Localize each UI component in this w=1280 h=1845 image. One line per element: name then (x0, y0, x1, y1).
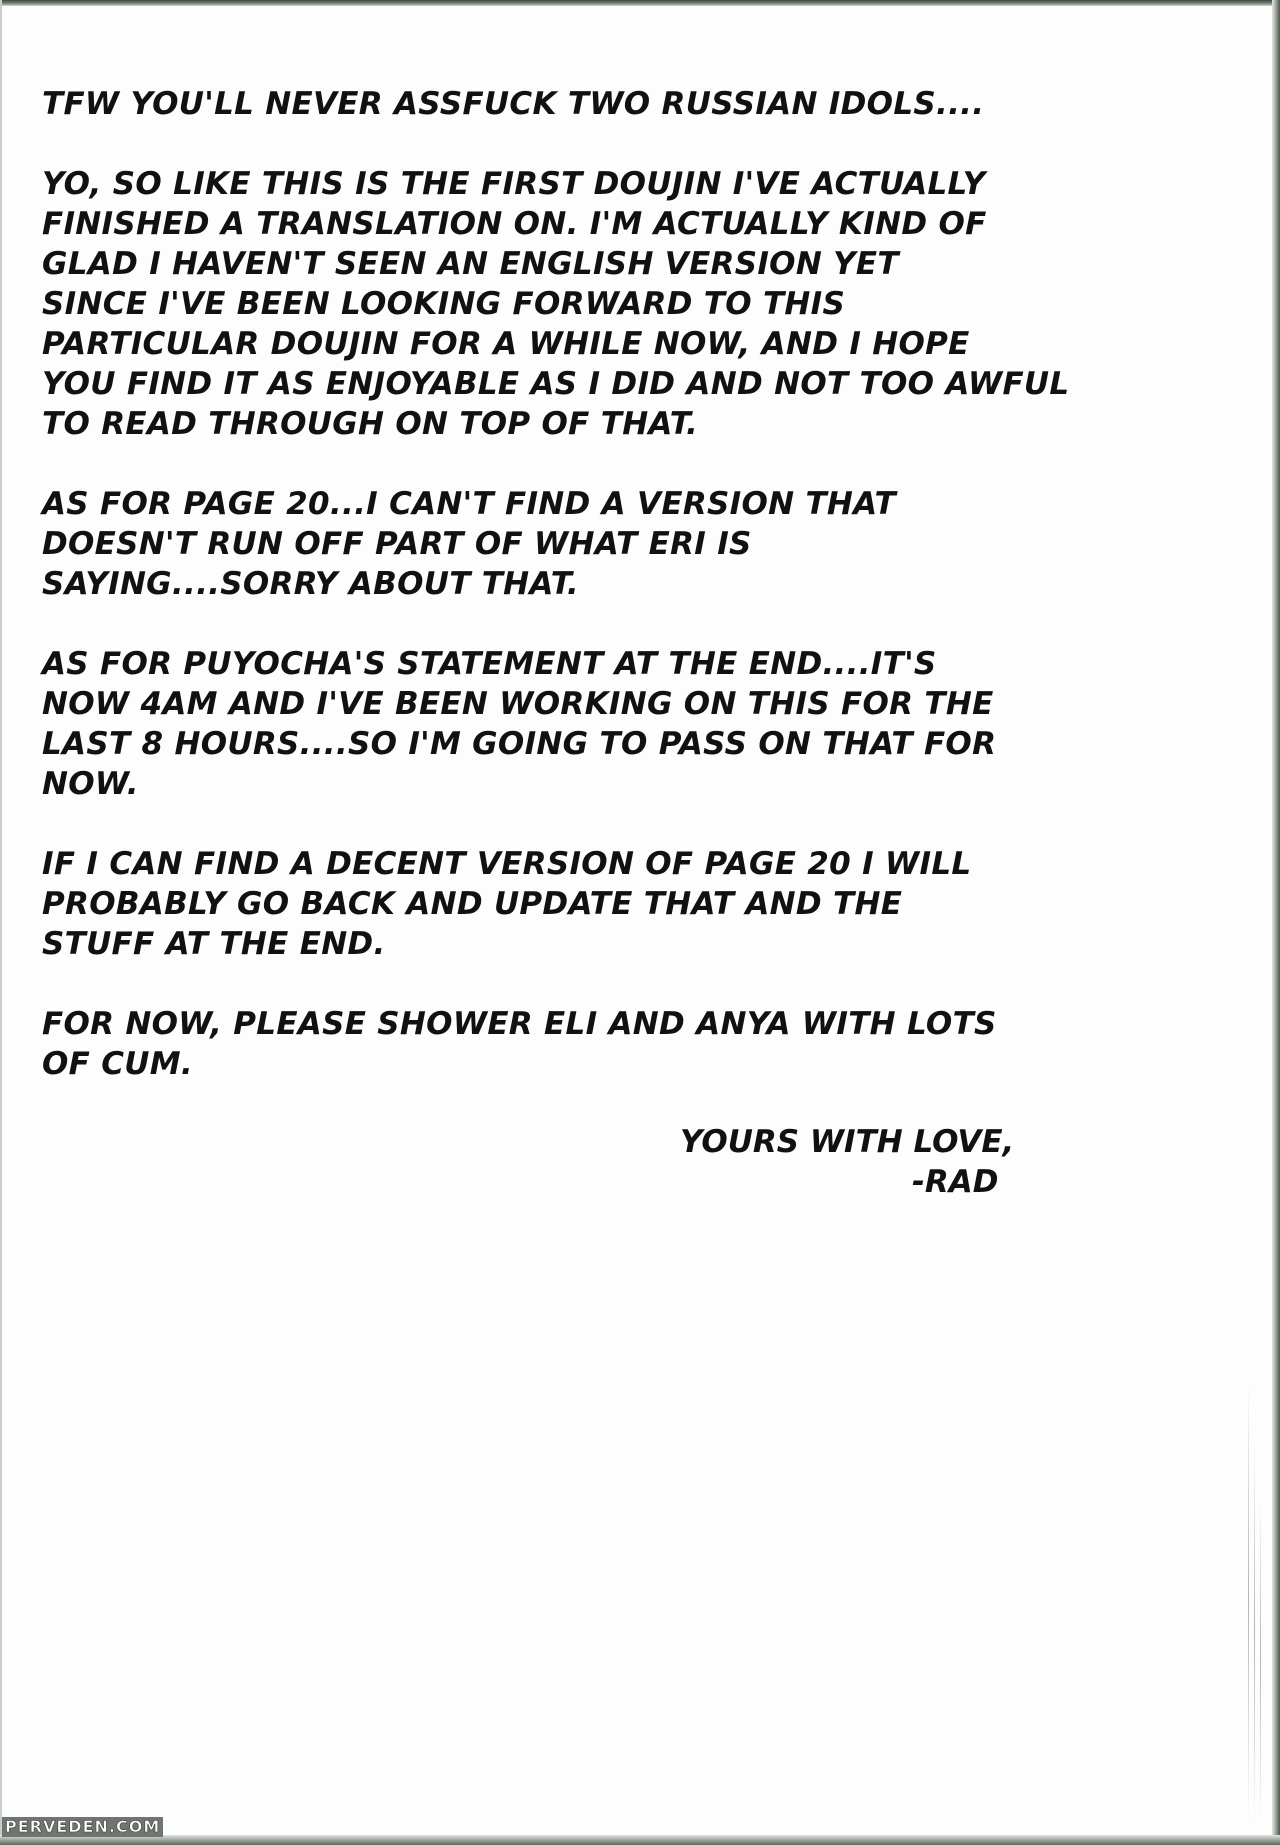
scan-artifact (1260, 1500, 1261, 1820)
letter-signature: -RAD (912, 1164, 999, 1200)
letter-closing: YOURS WITH LOVE, (680, 1124, 1015, 1160)
note-paragraph-2: YO, SO LIKE THIS IS THE FIRST DOUJIN I'VE ACTUALLY FINISHED A TRANSLATION ON. I'M ACTUALLY KIND OF GLAD I HAVEN'T SEEN AN ENGLISH VERSION YET SINCE I'VE BEEN LOOKING FORWARD TO THIS PARTICULAR DOUJIN FOR A WHILE NOW, AND I HOPE YOU FIND IT AS ENJOYABLE AS I DID AND NOT TOO AWFUL TO READ THROUGH ON TOP OF THAT. (42, 166, 1070, 442)
scan-left-edge (0, 0, 2, 1845)
scan-artifact (1254, 1440, 1255, 1820)
site-watermark: PERVEDEN.COM (2, 1817, 163, 1837)
note-paragraph-5: IF I CAN FIND A DECENT VERSION OF PAGE 20 I WILL PROBABLY GO BACK AND UPDATE THAT AND THE STUFF AT THE END. (42, 846, 972, 962)
scan-right-edge (1272, 0, 1280, 1845)
note-paragraph-6: FOR NOW, PLEASE SHOWER ELI AND ANYA WITH LOTS OF CUM. (42, 1006, 997, 1082)
scan-artifact (1248, 1380, 1249, 1820)
scan-bottom-edge (0, 1835, 1280, 1845)
translator-note (42, 84, 1232, 1124)
note-paragraph-4: AS FOR PUYOCHA'S STATEMENT AT THE END....IT'S NOW 4AM AND I'VE BEEN WORKING ON THIS FOR THE LAST 8 HOURS....SO I'M GOING TO PASS ON THAT FOR NOW. (42, 646, 997, 802)
note-paragraph-3: AS FOR PAGE 20...I CAN'T FIND A VERSION THAT DOESN'T RUN OFF PART OF WHAT ERI IS SAYING....SORRY ABOUT THAT. (42, 486, 896, 602)
scan-top-edge (0, 0, 1280, 6)
note-paragraph-1: TFW YOU'LL NEVER ASSFUCK TWO RUSSIAN IDOLS.... (42, 86, 985, 122)
